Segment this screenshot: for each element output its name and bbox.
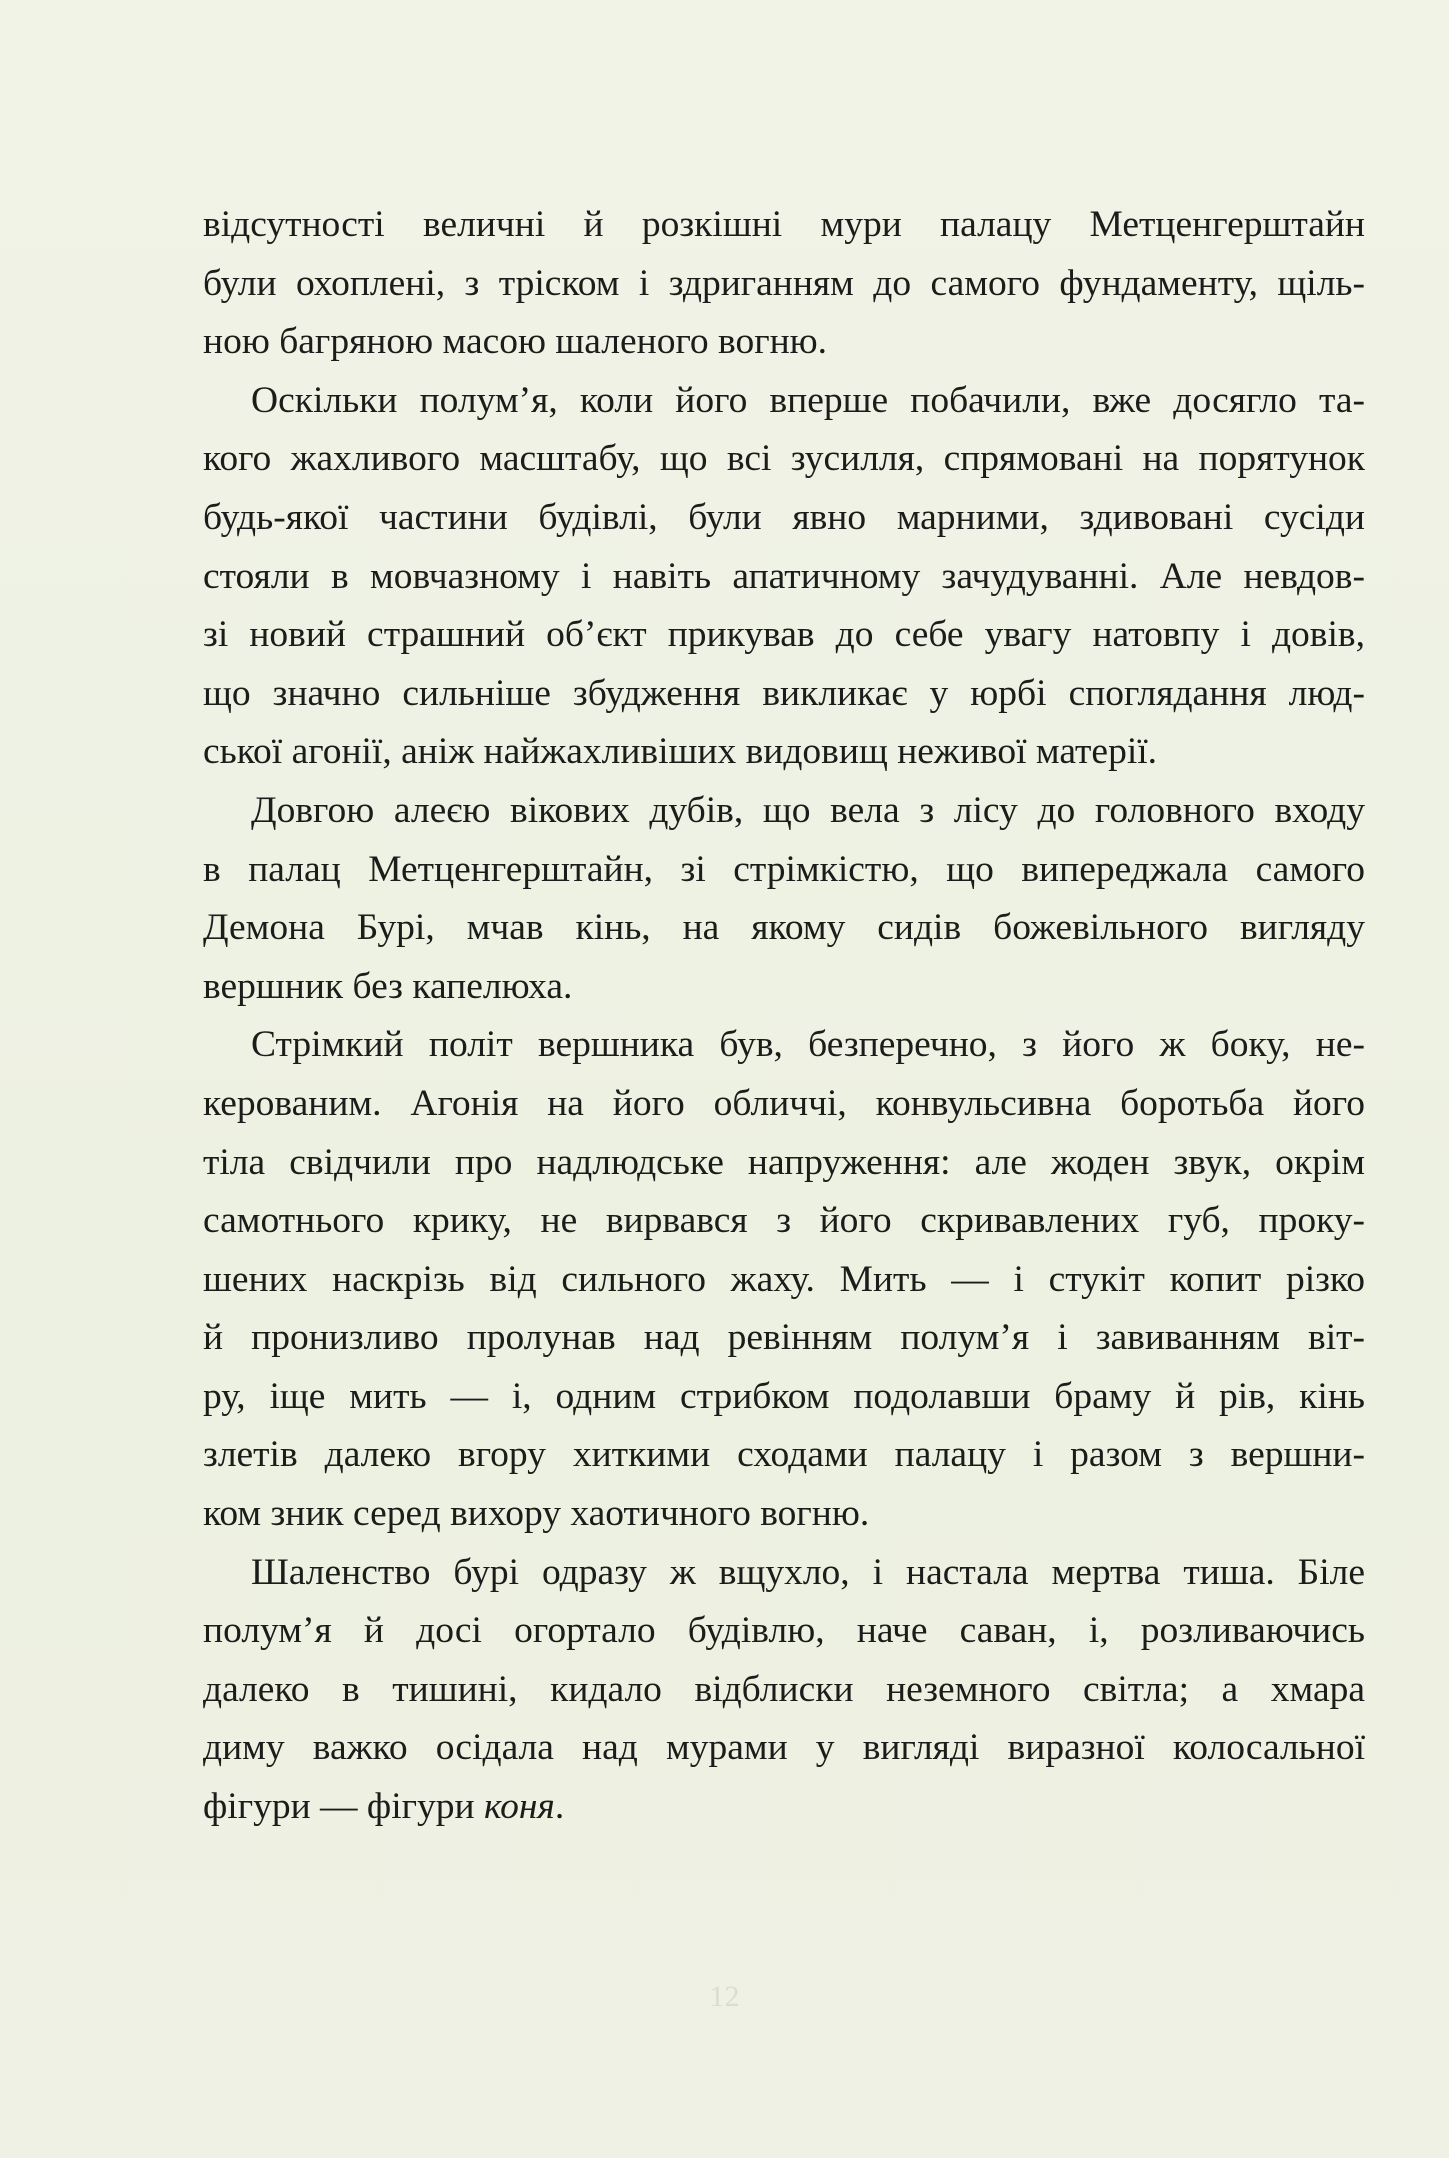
paragraph-2 [203, 372, 1365, 782]
paragraph-5 [203, 1544, 1365, 1837]
text-line: ської агонії, аніж найжахливіших видовищ неживої матерії. [203, 731, 1158, 773]
text-line: зі новий страшний об’єкт прикував до себе увагу натовпу і довів, [203, 614, 1365, 656]
text-line: й пронизливо пролунав над ревінням полум’я і завиванням віт- [203, 1317, 1365, 1359]
text-line: диму важко осідала над мурами у вигляді виразної колосальної [203, 1727, 1365, 1769]
final-line-prefix: фігури — фігури [203, 1786, 484, 1828]
text-line: тіла свідчили про надлюдське напруження: але жоден звук, окрім [203, 1141, 1365, 1183]
text-line: ком зник серед вихору хаотичного вогню. [203, 1493, 870, 1535]
text-line: будь-якої частини будівлі, були явно марними, здивовані сусіди [203, 496, 1365, 538]
text-line: злетів далеко вгору хиткими сходами палацу і разом з вершни- [203, 1434, 1365, 1476]
text-line: в палац Метценгерштайн, зі стрімкістю, що випереджала самого [203, 848, 1365, 890]
text-line: були охоплені, з тріском і здриганням до самого фундаменту, щіль- [203, 262, 1365, 304]
paragraph-1 [203, 196, 1365, 372]
emphasized-word: коня [483, 1786, 555, 1828]
text-line: самотнього крику, не вирвався з його скривавлених губ, проку- [203, 1200, 1365, 1242]
text-line: ною багряною масою шаленого вогню. [203, 321, 828, 363]
text-line: шених наскрізь від сильного жаху. Мить — і стукіт копит різко [203, 1258, 1365, 1300]
text-line: Шаленство бурі одразу ж вщухло, і настала мертва тиша. Біле [251, 1551, 1365, 1593]
text-line: стояли в мовчазному і навіть апатичному зачудуванні. Але невдов- [203, 555, 1365, 597]
text-line: ру, іще мить — і, одним стрибком подолавши браму й рів, кінь [203, 1375, 1365, 1417]
text-block [203, 196, 1365, 1837]
text-line: відсутності величні й розкішні мури палацу Метценгерштайн [203, 204, 1365, 245]
text-line-content: Оскільки полум’я, коли його вперше побачили, вже досягло та- [251, 379, 1365, 421]
paragraph-3 [203, 782, 1365, 1016]
text-line: далеко в тишині, кидало відблиски неземного світла; а хмара [203, 1668, 1365, 1710]
text-line: що значно сильніше збудження викликає у юрбі споглядання люд- [203, 672, 1365, 714]
paragraph-4 [203, 1016, 1365, 1543]
text-line: кого жахливого масштабу, що всі зусилля, спрямовані на порятунок [203, 438, 1365, 480]
text-line-final [203, 1778, 1365, 1837]
text-line: полум’я й досі огортало будівлю, наче саван, і, розливаючись [203, 1610, 1365, 1652]
text-line: вершник без капелюха. [203, 965, 573, 1007]
text-line: Стрімкий політ вершника був, безперечно, з його ж боку, не- [251, 1024, 1365, 1066]
text-line: Довгою алеєю вікових дубів, що вела з лісу до головного входу [251, 789, 1365, 831]
text-line: керованим. Агонія на його обличчі, конвульсивна боротьба його [203, 1082, 1365, 1124]
text-line: Демона Бурі, мчав кінь, на якому сидів божевільного вигляду [203, 907, 1365, 949]
text-line [203, 372, 1365, 431]
page-number: 12 [709, 1980, 740, 2013]
final-line-suffix: . [554, 1786, 565, 1828]
